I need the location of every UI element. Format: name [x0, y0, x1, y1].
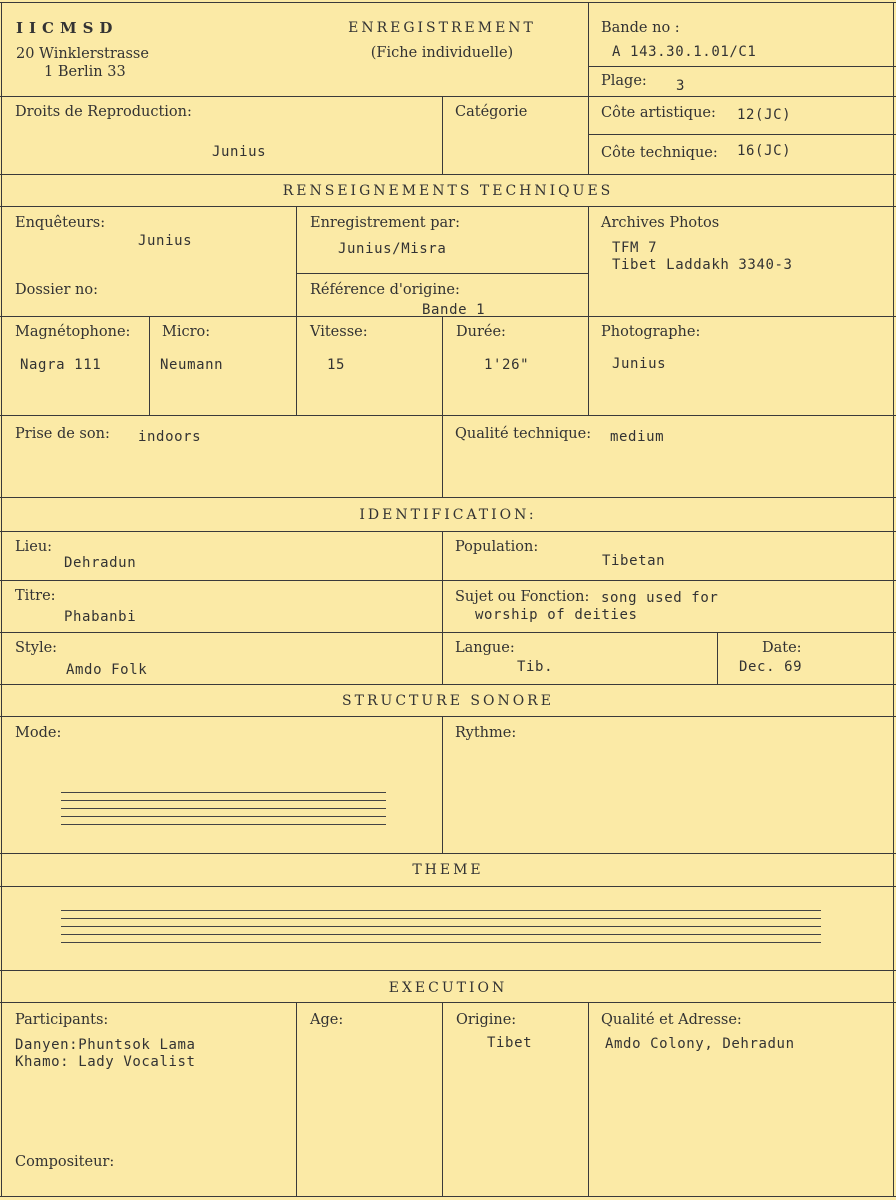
- rule: [442, 716, 443, 853]
- bande-label: Bande no :: [601, 20, 680, 36]
- plage-value: 3: [676, 78, 686, 94]
- form-title: ENREGISTREMENT: [348, 20, 536, 36]
- rule: [0, 1196, 896, 1197]
- rule: [296, 1002, 297, 1196]
- rule: [588, 2, 589, 174]
- rule: [588, 66, 896, 67]
- population-value: Tibetan: [602, 553, 666, 569]
- cote-technique-value: 16(JC): [737, 143, 792, 159]
- magnetophone-label: Magnétophone:: [15, 324, 131, 340]
- rule: [588, 1002, 589, 1196]
- rule: [149, 316, 150, 415]
- droits-value: Junius: [212, 144, 267, 160]
- archives-photos-value-1: TFM 7: [612, 240, 658, 256]
- rule: [0, 716, 896, 717]
- prise-de-son-value: indoors: [138, 429, 202, 445]
- style-value: Amdo Folk: [66, 662, 148, 678]
- rule: [442, 531, 443, 684]
- rule: [588, 134, 896, 135]
- rule: [717, 632, 718, 684]
- participant-1: Danyen:Phuntsok Lama: [15, 1037, 196, 1053]
- rule: [1, 2, 2, 1196]
- rule: [0, 684, 896, 685]
- rule: [0, 206, 896, 207]
- rule: [442, 316, 443, 497]
- magnetophone-value: Nagra 111: [20, 357, 102, 373]
- rule: [296, 273, 588, 274]
- micro-value: Neumann: [160, 357, 224, 373]
- micro-label: Micro:: [162, 324, 211, 340]
- section-heading-identification: IDENTIFICATION:: [359, 507, 537, 523]
- rule: [0, 531, 896, 532]
- enregistrement-par-label: Enregistrement par:: [310, 215, 460, 231]
- rule: [0, 886, 896, 887]
- address-street: 20 Winklerstrasse: [16, 46, 149, 62]
- style-label: Style:: [15, 640, 58, 656]
- langue-label: Langue:: [455, 640, 515, 656]
- qualite-adresse-label: Qualité et Adresse:: [601, 1012, 742, 1028]
- titre-label: Titre:: [15, 588, 56, 604]
- mode-label: Mode:: [15, 725, 62, 741]
- date-value: Dec. 69: [739, 659, 803, 675]
- photographe-value: Junius: [612, 356, 667, 372]
- rule: [893, 2, 894, 1196]
- rule: [0, 1002, 896, 1003]
- lieu-label: Lieu:: [15, 539, 53, 555]
- cote-artistique-value: 12(JC): [737, 107, 792, 123]
- rule: [0, 2, 896, 3]
- section-heading-structure: STRUCTURE SONORE: [342, 693, 554, 709]
- section-heading-technique: RENSEIGNEMENTS TECHNIQUES: [282, 183, 614, 199]
- age-label: Age:: [310, 1012, 344, 1028]
- participant-2: Khamo: Lady Vocalist: [15, 1054, 196, 1070]
- categorie-label: Catégorie: [455, 104, 528, 120]
- population-label: Population:: [455, 539, 539, 555]
- prise-de-son-label: Prise de son:: [15, 426, 110, 442]
- origine-value: Tibet: [487, 1035, 533, 1051]
- rule: [0, 96, 896, 97]
- origine-label: Origine:: [456, 1012, 517, 1028]
- rule: [442, 1002, 443, 1196]
- cote-technique-label: Côte technique:: [601, 145, 718, 161]
- enqueteurs-label: Enquêteurs:: [15, 215, 106, 231]
- qualite-adresse-value: Amdo Colony, Dehradun: [605, 1036, 795, 1052]
- lieu-value: Dehradun: [64, 555, 137, 571]
- qualite-technique-value: medium: [610, 429, 665, 445]
- duree-label: Durée:: [456, 324, 506, 340]
- cote-artistique-label: Côte artistique:: [601, 105, 716, 121]
- vitesse-label: Vitesse:: [310, 324, 368, 340]
- qualite-technique-label: Qualité technique:: [455, 426, 592, 442]
- bande-value: A 143.30.1.01/C1: [612, 44, 757, 60]
- enregistrement-par-value: Junius/Misra: [338, 241, 447, 257]
- address-city: 1 Berlin 33: [44, 64, 126, 80]
- rythme-label: Rythme:: [455, 725, 517, 741]
- plage-label: Plage:: [601, 73, 647, 89]
- enqueteurs-value: Junius: [138, 233, 193, 249]
- date-label: Date:: [762, 640, 802, 656]
- duree-value: 1'26": [484, 357, 530, 373]
- rule: [0, 316, 896, 317]
- rule: [0, 497, 896, 498]
- sujet-fonction-value-2: worship of deities: [475, 607, 638, 623]
- titre-value: Phabanbi: [64, 609, 137, 625]
- institute-logo: IICMSD: [16, 19, 119, 37]
- rule: [0, 580, 896, 581]
- rule: [442, 96, 443, 174]
- dossier-label: Dossier no:: [15, 282, 98, 298]
- vitesse-value: 15: [327, 357, 346, 373]
- rule: [588, 206, 589, 415]
- rule: [0, 853, 896, 854]
- archives-photos-label: Archives Photos: [601, 215, 720, 231]
- section-heading-theme: THEME: [412, 862, 484, 878]
- rule: [296, 206, 297, 415]
- rule: [0, 970, 896, 971]
- droits-label: Droits de Reproduction:: [15, 104, 192, 120]
- rule: [0, 415, 896, 416]
- compositeur-label: Compositeur:: [15, 1154, 115, 1170]
- sujet-fonction-label: Sujet ou Fonction:: [455, 589, 590, 605]
- archives-photos-value-2: Tibet Laddakh 3340-3: [612, 257, 793, 273]
- reference-origine-label: Référence d'origine:: [310, 282, 460, 298]
- reference-origine-value: Bande 1: [422, 302, 486, 316]
- sujet-fonction-value-1: song used for: [601, 590, 719, 606]
- photographe-label: Photographe:: [601, 324, 701, 340]
- form-subtitle: (Fiche individuelle): [370, 45, 514, 61]
- rule: [0, 632, 896, 633]
- section-heading-execution: EXECUTION: [388, 980, 508, 996]
- langue-value: Tib.: [517, 659, 554, 675]
- participants-label: Participants:: [15, 1012, 109, 1028]
- rule: [0, 174, 896, 175]
